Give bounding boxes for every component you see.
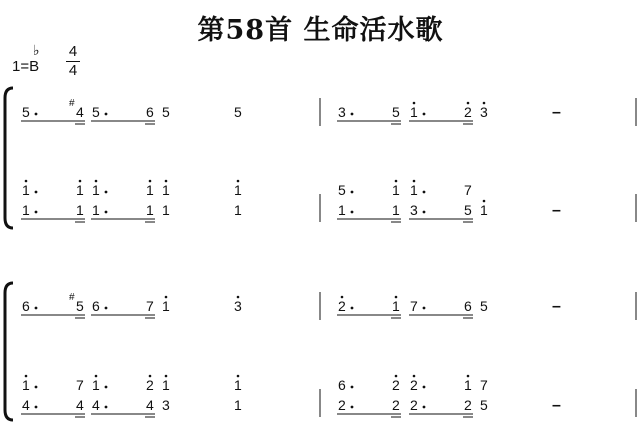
note: 5 — [392, 104, 400, 120]
sustain-dash: – — [552, 397, 561, 414]
augmentation-dot — [351, 307, 354, 310]
note: 1 — [392, 182, 400, 198]
note: 5 — [76, 298, 84, 314]
note: 1 — [338, 202, 346, 218]
note: 5 — [338, 182, 346, 198]
note: 1 — [146, 202, 154, 218]
augmentation-dot — [35, 406, 38, 409]
octave-dot — [237, 180, 240, 183]
augmentation-dot — [423, 211, 426, 214]
flat-sign: ♭ — [33, 42, 40, 58]
octave-dot — [165, 180, 168, 183]
note: 1 — [76, 182, 84, 198]
note: 4 — [146, 397, 154, 413]
octave-dot — [165, 296, 168, 299]
octave-dot — [95, 375, 98, 378]
note: 2 — [146, 377, 154, 393]
note: 6 — [464, 298, 472, 314]
note: 5 — [22, 104, 30, 120]
octave-dot — [413, 180, 416, 183]
octave-dot — [467, 102, 470, 105]
note: 6 — [92, 298, 100, 314]
augmentation-dot — [351, 191, 354, 194]
octave-dot — [95, 180, 98, 183]
octave-dot — [341, 296, 344, 299]
octave-dot — [395, 375, 398, 378]
note: 1 — [410, 182, 418, 198]
augmentation-dot — [423, 386, 426, 389]
augmentation-dot — [423, 191, 426, 194]
note: 2 — [410, 397, 418, 413]
note: 4 — [22, 397, 30, 413]
note: 2 — [338, 298, 346, 314]
augmentation-dot — [105, 191, 108, 194]
note: 1 — [92, 182, 100, 198]
note: 1 — [464, 377, 472, 393]
augmentation-dot — [423, 406, 426, 409]
octave-dot — [237, 375, 240, 378]
note: 3 — [234, 298, 242, 314]
octave-dot — [483, 200, 486, 203]
note: 4 — [76, 397, 84, 413]
note: 1 — [22, 377, 30, 393]
note: 3 — [162, 397, 170, 413]
sharp-sign: # — [69, 292, 75, 303]
octave-dot — [413, 375, 416, 378]
note: 5 — [464, 202, 472, 218]
sustain-dash: – — [552, 104, 561, 121]
note: 1 — [234, 397, 242, 413]
octave-dot — [467, 375, 470, 378]
note: 4 — [92, 397, 100, 413]
note: 6 — [338, 377, 346, 393]
octave-dot — [165, 375, 168, 378]
note: 7 — [464, 182, 472, 198]
note: 2 — [392, 397, 400, 413]
sharp-sign: # — [69, 98, 75, 109]
note: 7 — [146, 298, 154, 314]
octave-dot — [149, 180, 152, 183]
note: 2 — [338, 397, 346, 413]
sustain-dash: – — [552, 202, 561, 219]
note: 5 — [162, 104, 170, 120]
note: 1 — [162, 202, 170, 218]
note: 1 — [234, 182, 242, 198]
octave-dot — [25, 375, 28, 378]
note: 6 — [22, 298, 30, 314]
system-bracket — [5, 283, 13, 420]
note: 1 — [480, 202, 488, 218]
note: 1 — [92, 377, 100, 393]
augmentation-dot — [35, 113, 38, 116]
note: 1 — [162, 377, 170, 393]
augmentation-dot — [105, 406, 108, 409]
octave-dot — [395, 296, 398, 299]
augmentation-dot — [35, 307, 38, 310]
augmentation-dot — [351, 386, 354, 389]
key-note: B — [29, 58, 40, 75]
time-signature-top: 4 — [68, 43, 78, 60]
note: 1 — [234, 202, 242, 218]
augmentation-dot — [351, 113, 354, 116]
note: 5 — [92, 104, 100, 120]
octave-dot — [25, 180, 28, 183]
note: 1 — [22, 182, 30, 198]
augmentation-dot — [105, 386, 108, 389]
page-title: 第58首 生命活水歌 — [197, 15, 444, 46]
note: 3 — [338, 104, 346, 120]
note: 7 — [480, 377, 488, 393]
note: 2 — [410, 377, 418, 393]
octave-dot — [483, 102, 486, 105]
note: 1 — [162, 182, 170, 198]
augmentation-dot — [105, 307, 108, 310]
note: 1 — [76, 202, 84, 218]
sustain-dash: – — [552, 298, 561, 315]
augmentation-dot — [351, 406, 354, 409]
time-signature-bottom: 4 — [68, 62, 78, 79]
note: 2 — [464, 104, 472, 120]
augmentation-dot — [35, 191, 38, 194]
augmentation-dot — [423, 307, 426, 310]
octave-dot — [149, 375, 152, 378]
octave-dot — [413, 102, 416, 105]
augmentation-dot — [35, 211, 38, 214]
note: 6 — [146, 104, 154, 120]
note: 1 — [146, 182, 154, 198]
note: 1 — [92, 202, 100, 218]
note: 3 — [410, 202, 418, 218]
augmentation-dot — [351, 211, 354, 214]
key-prefix: 1= — [12, 58, 30, 75]
note: 1 — [162, 298, 170, 314]
note: 2 — [392, 377, 400, 393]
note: 1 — [22, 202, 30, 218]
augmentation-dot — [105, 211, 108, 214]
note: 5 — [480, 397, 488, 413]
note: 7 — [410, 298, 418, 314]
note: 1 — [234, 377, 242, 393]
augmentation-dot — [105, 113, 108, 116]
octave-dot — [237, 296, 240, 299]
note: 2 — [464, 397, 472, 413]
octave-dot — [395, 180, 398, 183]
note: 1 — [410, 104, 418, 120]
note: 4 — [76, 104, 84, 120]
note: 1 — [392, 202, 400, 218]
octave-dot — [79, 180, 82, 183]
note: 1 — [392, 298, 400, 314]
augmentation-dot — [35, 386, 38, 389]
note: 3 — [480, 104, 488, 120]
augmentation-dot — [423, 113, 426, 116]
system-bracket — [5, 88, 13, 228]
note: 7 — [76, 377, 84, 393]
note: 5 — [234, 104, 242, 120]
note: 5 — [480, 298, 488, 314]
